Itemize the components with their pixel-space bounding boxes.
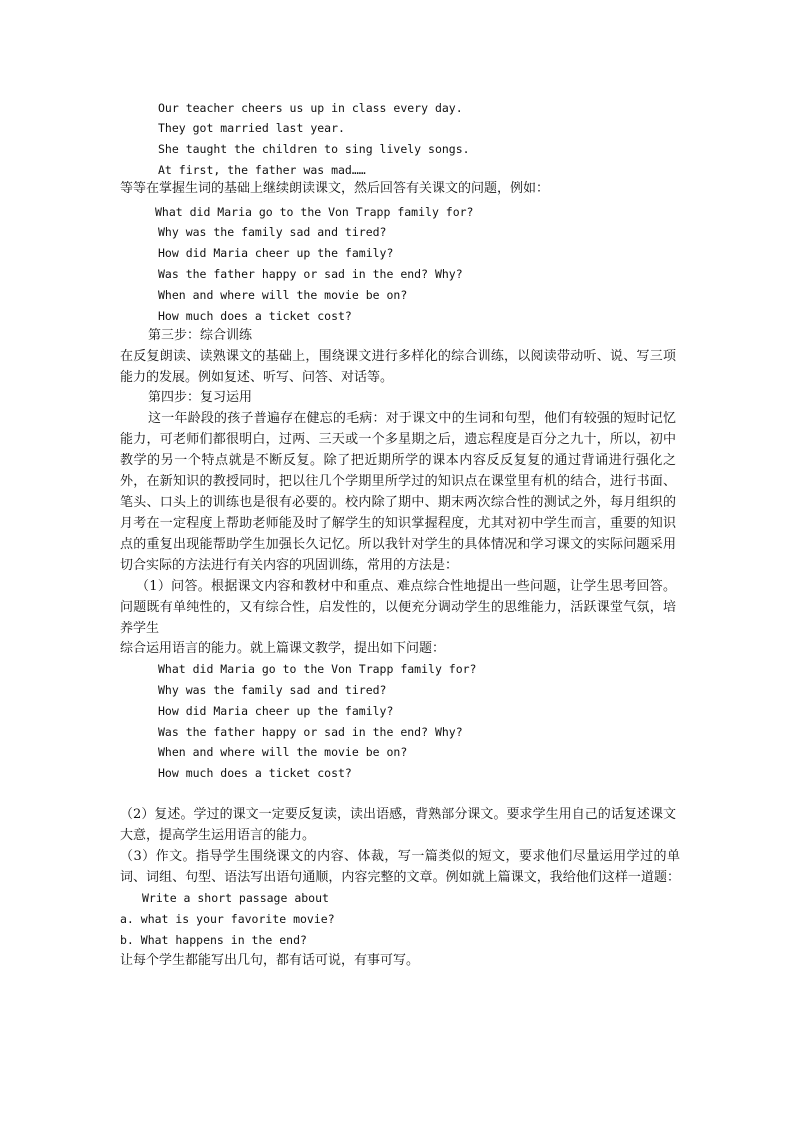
question-item: When and where will the movie be on? — [158, 745, 408, 759]
example-sentence: At first, the father was mad…… — [158, 163, 366, 177]
step4-heading: 第四步：复习运用 — [148, 390, 253, 405]
question-item: How much does a ticket cost? — [158, 309, 352, 323]
example-sentence: She taught the children to sing lively songs. — [158, 142, 470, 156]
question-item: Why was the family sad and tired? — [158, 683, 387, 697]
item3-text: （3）作文。指导学生围绕课文的内容、体裁，写一篇类似的短文，要求他们尽量运用学过的单词、词组、句型、语法写出语句通顺，内容完整的文章。例如就上篇课文，我给他们这样一道题： — [120, 849, 680, 885]
question-item: Was the father happy or sad in the end? Why? — [158, 725, 463, 739]
item1-paragraph: （1）问答。根据课文内容和教材中和重点、难点综合性地提出一些问题，让学生思考回答。问题既有单纯性的，又有综合性，启发性的，以便充分调动学生的思维能力，活跃课堂气氛，培养学生 — [120, 579, 676, 636]
example-sentence: They got married last year. — [158, 121, 345, 135]
question-item: Why was the family sad and tired? — [158, 225, 387, 239]
question-item: How much does a ticket cost? — [158, 766, 352, 780]
step3-heading: 第三步：综合训练 — [148, 328, 253, 343]
item2-paragraph: （2）复述。学过的课文一定要反复读，读出语感，背熟部分课文。要求学生用自己的话复述课文大意，提高学生运用语言的能力。 — [120, 807, 676, 843]
item3-prompt: Write a short passage about — [142, 891, 329, 905]
question-item: When and where will the movie be on? — [158, 288, 408, 302]
item3-paragraph — [120, 846, 680, 909]
example-sentence: Our teacher cheers us up in class every day. — [158, 101, 463, 115]
closing-line: 让每个学生都能写出几句，都有话可说，有事可写。 — [120, 953, 420, 968]
item1-continuation: 综合运用语言的能力。就上篇课文教学，提出如下问题： — [120, 641, 446, 656]
question-item: How did Maria cheer up the family? — [158, 704, 394, 718]
item3-option-a: a. what is your favorite movie? — [120, 912, 335, 926]
item3-option-b: b. What happens in the end? — [120, 933, 307, 947]
question-item: What did Maria go to the Von Trapp family for? — [158, 662, 477, 676]
intro-line: 等等在掌握生词的基础上继续朗读课文，然后回答有关课文的问题，例如： — [120, 181, 550, 196]
step3-paragraph: 在反复朗读、读熟课文的基础上，围绕课文进行多样化的综合训练，以阅读带动听、说、写三项能力的发展。例如复述、听写、问答、对话等。 — [120, 349, 676, 385]
question-item: What did Maria go to the Von Trapp family for? — [155, 205, 474, 219]
question-item: Was the father happy or sad in the end? Why? — [158, 267, 463, 281]
step4-paragraph: 这一年龄段的孩子普遍存在健忘的毛病：对于课文中的生词和句型，他们有较强的短时记忆能力，可老师们都很明白，过两、三天或一个多星期之后，遗忘程度是百分之九十，所以，初中教学的另一个特点就是不断反复。除了把近期所学的课本内容反反复复的通过背诵进行强化之外，在新知识的教授同时，把以往几个学期里所学过的知识点在课堂里有机的结合，进行书面、笔头、口头上的训练也是很有必要的。校内除了期中、期末两次综合性的测试之外，每月组织的月考在一定程度上帮助老师能及时了解学生的知识掌握程度，尤其对初中学生而言，重要的知识点的重复出现能帮助学生加强长久记忆。所以我针对学生的具体情况和学习课文的实际问题采用切合实际的方法进行有关内容的巩固训练，常用的方法是： — [120, 411, 676, 573]
question-item: How did Maria cheer up the family? — [158, 246, 394, 260]
